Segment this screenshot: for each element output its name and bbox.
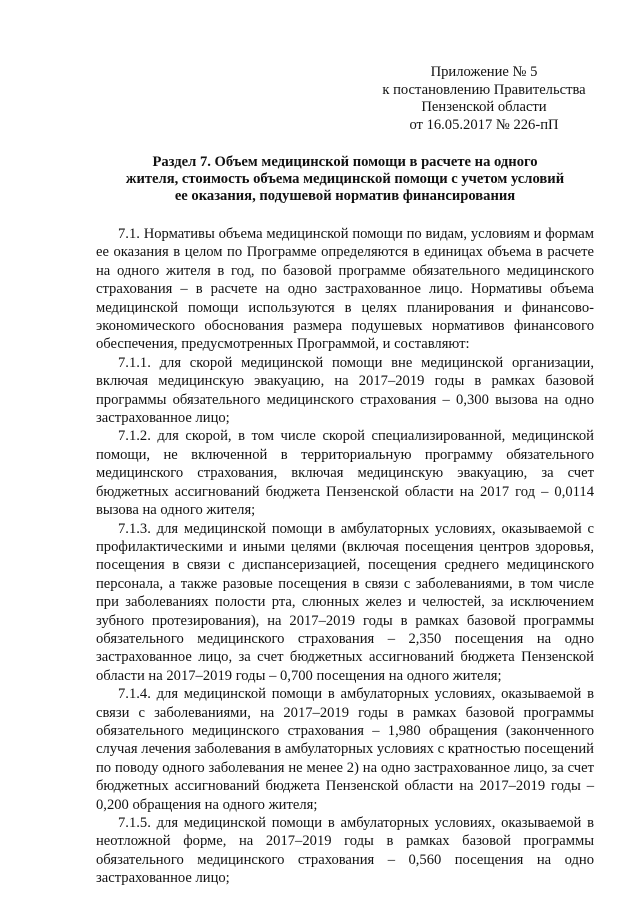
section-heading	[96, 154, 594, 206]
section-heading-line: жителя, стоимость объема медицинской помощи с учетом условий	[125, 171, 565, 188]
annex-resolution: к постановлению Правительства	[382, 81, 586, 98]
paragraph-7-1-1: 7.1.1. для скорой медицинской помощи вне медицинской организации, включая медицинскую эвакуацию, на 2017–2019 годы в рамках базовой программы обязательного медицинского страхования – 0,300 вызова на одно застрахованное лицо;	[96, 354, 594, 427]
section-heading-line: ее оказания, подушевой норматив финансирования	[174, 188, 516, 205]
document-body	[96, 225, 594, 888]
annex-block	[378, 64, 590, 134]
paragraph-7-1-3: 7.1.3. для медицинской помощи в амбулаторных условиях, оказываемой с профилактическими и иными целями (включая посещения центров здоровья, посещения в связи с диспансеризацией, посещения среднего медицинского персонала, а также разовые посещения в связи с заболеваниями, в том числе при заболеваниях полости рта, слюнных желез и челюстей, за исключением зубного протезирования), на 2017–2019 годы в рамках базовой программы обязательного медицинского страхования – 2,350 посещения на одно застрахованное лицо, за счет бюджетных ассигнований бюджета Пензенской области на 2017–2019 годы – 0,700 посещения на одного жителя;	[96, 520, 594, 684]
annex-date: от 16.05.2017 № 226-пП	[409, 116, 559, 133]
paragraph-7-1-5: 7.1.5. для медицинской помощи в амбулаторных условиях, оказываемой в неотложной форме, на 2017–2019 годы в рамках базовой программы обязательного медицинского страхования – 0,560 посещения на одно застрахованное лицо;	[96, 815, 594, 887]
paragraph-7-1: 7.1. Нормативы объема медицинской помощи по видам, условиям и формам ее оказания в целом по Программе определяются в единицах объема в расчете на одного жителя в год, по базовой программе обязательного медицинского страхования – в расчете на одно застрахованное лицо. Нормативы объема медицинской помощи используются в целях планирования и финансово-экономического обоснования размера подушевых нормативов финансового обеспечения, предусмотренных Программой, и составляют:	[96, 226, 594, 353]
annex-region: Пензенской области	[421, 99, 547, 116]
annex-number: Приложение № 5	[430, 64, 538, 80]
section-heading-line: Раздел 7. Объем медицинской помощи в расчете на одного	[152, 154, 538, 170]
paragraph-7-1-2: 7.1.2. для скорой, в том числе скорой специализированной, медицинской помощи, не включенной в территориальную программу обязательного медицинского страхования, включая медицинскую эвакуацию, за счет бюджетных ассигнований бюджета Пензенской области на 2017 год – 0,0114 вызова на одного жителя;	[96, 428, 594, 519]
paragraph-7-1-4: 7.1.4. для медицинской помощи в амбулаторных условиях, оказываемой в связи с заболеваниями, на 2017–2019 годы в рамках базовой программы обязательного медицинского страхования – 1,980 обращения (законченного случая лечения заболевания в амбулаторных условиях с кратностью посещений по поводу одного заболевания не менее 2) на одно застрахованное лицо, за счет бюджетных ассигнований бюджета Пензенской области на 2017–2019 годы – 0,200 обращения на одного жителя;	[96, 686, 594, 813]
